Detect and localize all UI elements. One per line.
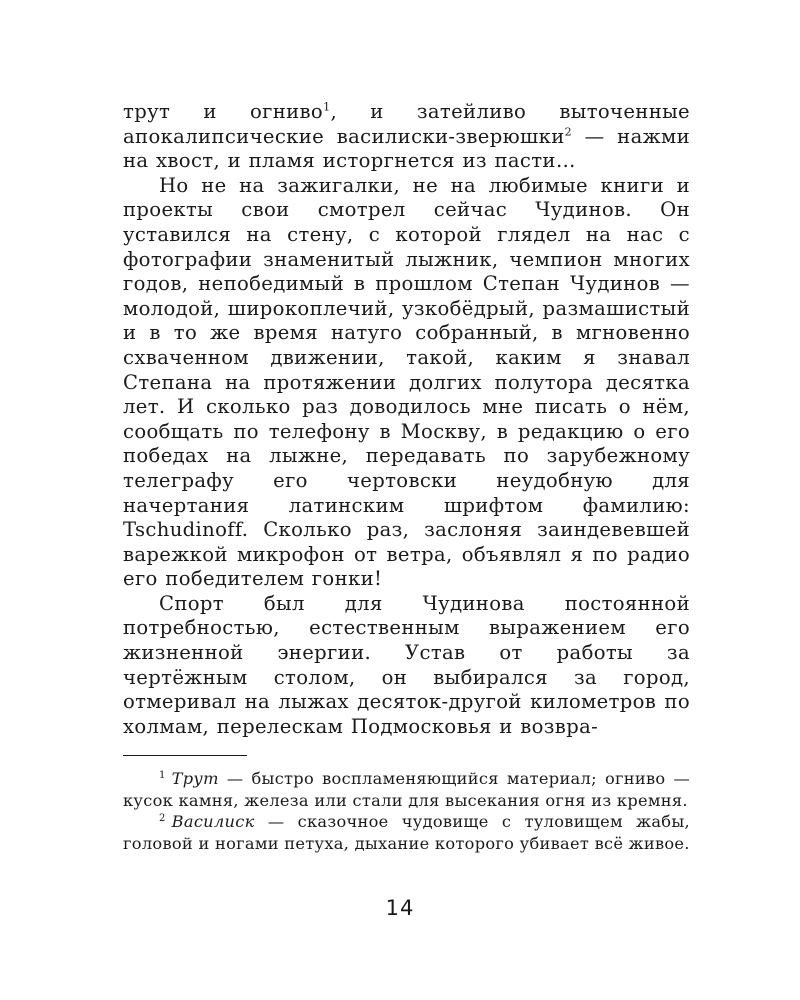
paragraph-1-text-c: — нажми на хвост, и пламя исторгнется из пасти…	[123, 124, 690, 173]
footnote-2-number: 2	[159, 812, 166, 824]
paragraph-1-text-b: , и затейливо выточенные апокалипсические василиски-зверюшки	[123, 100, 690, 148]
book-page	[123, 100, 690, 854]
footnote-1-number: 1	[159, 770, 166, 782]
paragraph-2: Но не на зажигалки, не на любимые книги и проекты свои смотрел сейчас Чудинов. Он уставился на стену, с которой глядел на нас с фотографии знаменитый лыжник, чемпион многих годов, непобедимый в прошлом Степан Чудинов — молодой, широкоплечий, узкобёдрый, размашистый и в то же время натуго собранный, в мгновенно схваченном движении, такой, каким я знавал Степана на протяжении долгих полутора десятка лет. И сколько раз доводилось мне писать о нём, сообщать по телефону в Москву, в редакцию о его победах на лыжне, передавать по зарубежному телеграфу его чертовски неудобную для начертания латинским шрифтом фамилию: Tschudinoff. Сколько раз, заслоняя заиндевевшей варежкой микрофон от ветра, объявлял я по радио его победителем гонки!	[123, 173, 690, 591]
footnote-2-term: Василиск	[171, 812, 255, 832]
paragraph-3: Спорт был для Чудинова постоянной потребностью, естественным выражением его жизненной энергии. Устав от работы за чертёжным столом, он выбирался за город, отмеривал на лыжах десяток-другой километров по холмам, перелескам Подмосковья и возвра-	[123, 591, 690, 738]
body-text	[123, 100, 690, 739]
footnote-ref-2: 2	[564, 125, 572, 139]
paragraph-1-text-a: трут и огниво	[123, 100, 324, 123]
paragraph-1	[123, 100, 690, 174]
footnotes	[123, 768, 690, 854]
footnote-1-text: — быстро воспламеняющийся материал; огниво — кусок камня, железа или стали для высекания огня из кремня.	[123, 769, 690, 810]
footnote-1	[123, 768, 690, 811]
footnote-divider	[123, 755, 247, 756]
footnote-1-term: Трут	[171, 769, 219, 789]
footnote-2-text: — сказочное чудовище с туловищем жабы, головой и ногами петуха, дыхание которого убивает всё живое.	[123, 812, 690, 853]
footnote-2	[123, 811, 690, 854]
footnote-ref-1: 1	[323, 100, 331, 114]
page-number: 14	[385, 896, 415, 920]
